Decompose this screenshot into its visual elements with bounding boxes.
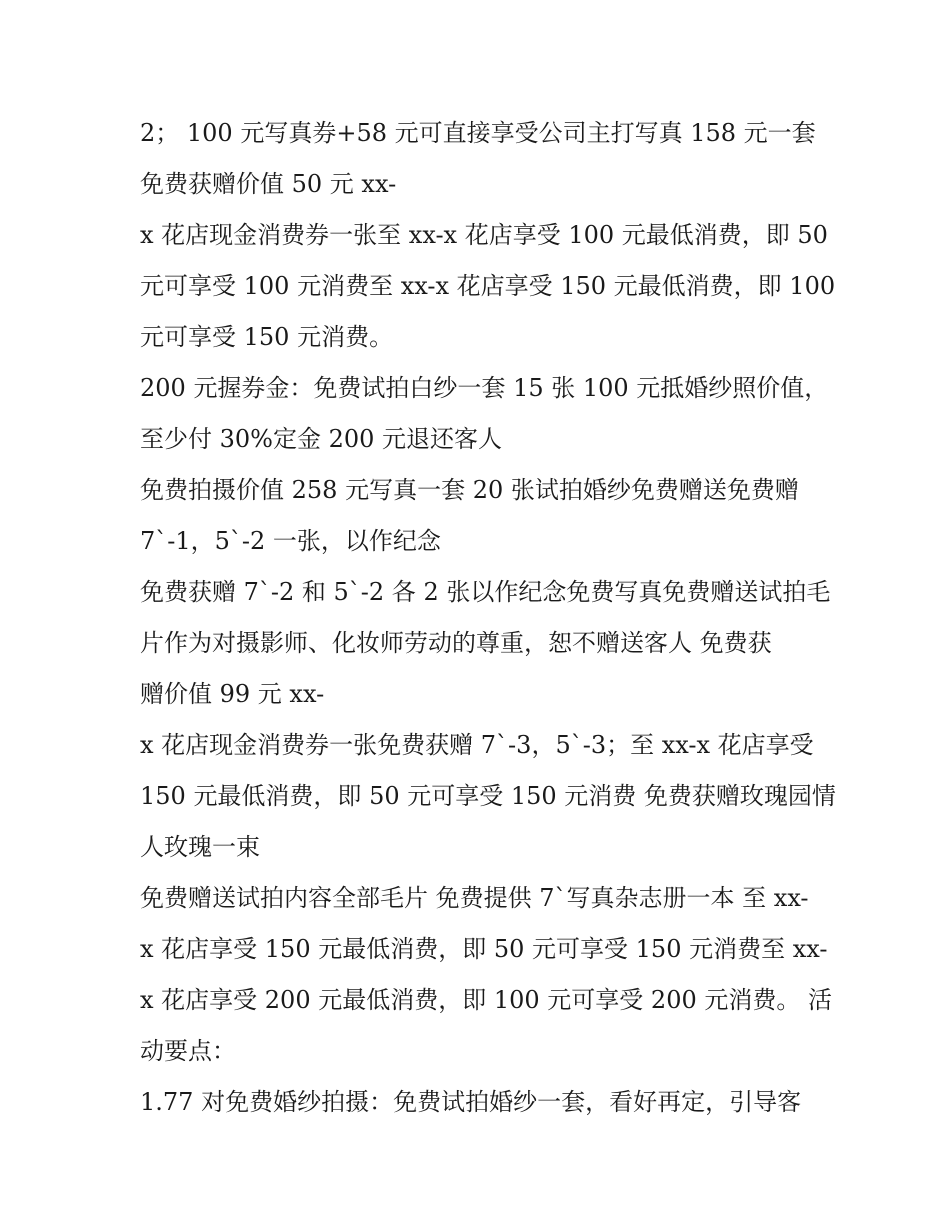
text-line: 免费获赠 7`-2 和 5`-2 各 2 张以作纪念免费写真免费赠送试拍毛 [140,578,831,606]
text-line: 元可享受 100 元消费至 xx-x 花店享受 150 元最低消费，即 100 [140,272,836,300]
text-line: 1.77 对免费婚纱拍摄：免费试拍婚纱一套，看好再定，引导客 [140,1088,802,1116]
document-body [140,108,836,1128]
text-line: 免费获赠价值 50 元 xx- [140,170,397,198]
text-line: x 花店享受 200 元最低消费，即 100 元可享受 200 元消费。 活 [140,986,832,1014]
text-line: 人玫瑰一束 [140,833,260,861]
text-line: x 花店现金消费券一张免费获赠 7`-3，5`-3；至 xx-x 花店享受 [140,731,814,759]
text-line: 免费赠送试拍内容全部毛片 免费提供 7`写真杂志册一本 至 xx- [140,884,809,912]
text-line: 动要点： [140,1037,236,1065]
text-line: 赠价值 99 元 xx- [140,680,325,708]
text-line: x 花店享受 150 元最低消费，即 50 元可享受 150 元消费至 xx- [140,935,828,963]
text-line: 免费拍摄价值 258 元写真一套 20 张试拍婚纱免费赠送免费赠 [140,476,799,504]
text-line: 7`-1，5`-2 一张，以作纪念 [140,527,441,555]
text-line: 2； 100 元写真券+58 元可直接享受公司主打写真 158 元一套 [140,119,816,147]
text-line: 至少付 30%定金 200 元退还客人 [140,425,503,453]
text-line: 元可享受 150 元消费。 [140,323,394,351]
text-line: 片作为对摄影师、化妆师劳动的尊重，恕不赠送客人 免费获 [140,629,772,657]
text-line: 200 元握券金：免费试拍白纱一套 15 张 100 元抵婚纱照价值， [140,374,829,402]
text-line: 150 元最低消费，即 50 元可享受 150 元消费 免费获赠玫瑰园情 [140,782,836,810]
text-line: x 花店现金消费券一张至 xx-x 花店享受 100 元最低消费，即 50 [140,221,828,249]
